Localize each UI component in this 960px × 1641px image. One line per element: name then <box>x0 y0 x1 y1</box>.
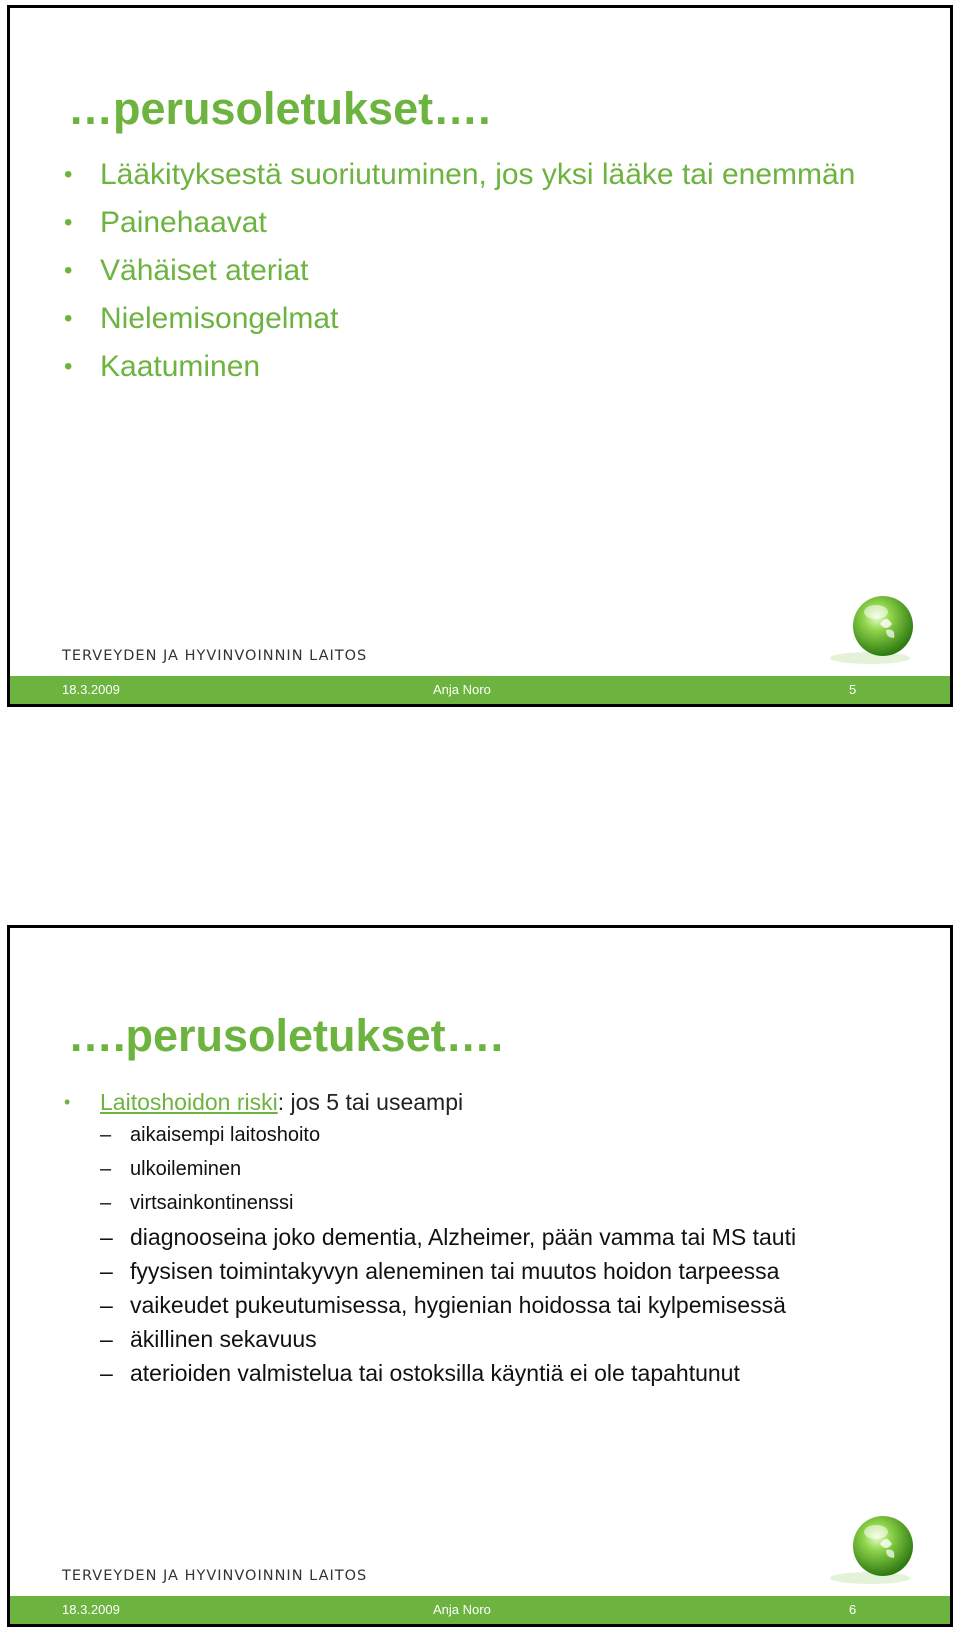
laitoshoidon-riski-link[interactable]: Laitoshoidon riski <box>100 1089 278 1115</box>
slide-5 <box>7 5 953 707</box>
green-glass-sphere-logo-icon <box>828 1506 928 1586</box>
footer-author: Anja Noro <box>433 1602 491 1617</box>
slide-footer <box>10 676 950 704</box>
bullet-item: • Vähäiset ateriat <box>62 254 862 288</box>
footer-page-number: 6 <box>849 1602 857 1617</box>
footer-author: Anja Noro <box>433 682 491 697</box>
bullet-list <box>62 158 862 398</box>
sub-bullet-item: – fyysisen toimintakyvyn aleneminen tai muutos hoidon tarpeessa <box>100 1258 922 1284</box>
sub-bullet-container <box>62 1122 922 1386</box>
footer-page-number: 5 <box>849 682 857 697</box>
footer-date: 18.3.2009 <box>62 682 120 697</box>
bullet-item: • Nielemisongelmat <box>62 302 862 336</box>
bullet-item <box>62 1088 922 1116</box>
bullet-text: : jos 5 tai useampi <box>277 1089 464 1115</box>
slide-footer <box>10 1596 950 1624</box>
footer-date: 18.3.2009 <box>62 1602 120 1617</box>
organization-name: TERVEYDEN JA HYVINVOINNIN LAITOS <box>62 1568 368 1584</box>
sub-bullet-item: – aikaisempi laitoshoito <box>100 1122 922 1148</box>
slide-6 <box>7 925 953 1627</box>
sub-bullet-item: – aterioiden valmistelua tai ostoksilla käyntiä ei ole tapahtunut <box>100 1360 922 1386</box>
bullet-item: • Lääkityksestä suoriutuminen, jos yksi lääke tai enemmän <box>62 158 862 192</box>
sub-bullet-item: – virtsainkontinenssi <box>100 1190 922 1216</box>
sub-bullet-item: – vaikeudet pukeutumisessa, hygienian hoidossa tai kylpemisessä <box>100 1292 922 1318</box>
bullet-list <box>62 1088 922 1394</box>
bullet-item: • Kaatuminen <box>62 350 862 384</box>
bullet-item: • Painehaavat <box>62 206 862 240</box>
green-glass-sphere-logo-icon <box>828 586 928 666</box>
sub-bullet-item: – ulkoileminen <box>100 1156 922 1182</box>
slide-title: ….perusoletukset…. <box>68 1010 504 1061</box>
sub-bullet-item: – äkillinen sekavuus <box>100 1326 922 1352</box>
sub-bullet-item: – diagnooseina joko dementia, Alzheimer, pään vamma tai MS tauti <box>100 1224 922 1250</box>
organization-name: TERVEYDEN JA HYVINVOINNIN LAITOS <box>62 648 368 664</box>
slide-title: …perusoletukset…. <box>68 83 491 134</box>
sub-bullet-list <box>100 1122 922 1386</box>
